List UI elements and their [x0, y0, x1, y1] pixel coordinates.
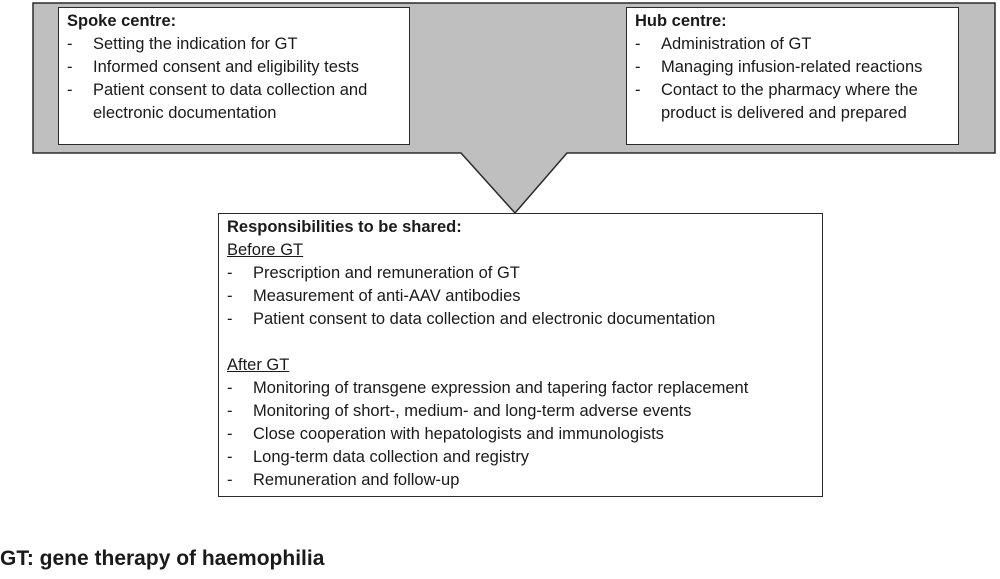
list-item-text: Patient consent to data collection and electronic documentation — [93, 81, 368, 122]
list-item — [227, 423, 814, 446]
list-item-text: Remuneration and follow-up — [253, 471, 460, 489]
list-item-text: Patient consent to data collection and electronic documentation — [253, 310, 716, 328]
list-dash: - — [635, 58, 641, 76]
list-dash: - — [227, 448, 233, 466]
list-item-text: Monitoring of short-, medium- and long-term adverse events — [253, 402, 692, 420]
shared-responsibilities-title: Responsibilities to be shared: — [227, 218, 462, 236]
after-gt-list — [227, 377, 814, 492]
list-item-text: Measurement of anti-AAV antibodies — [253, 287, 521, 305]
list-dash: - — [227, 264, 233, 282]
list-dash: - — [67, 58, 73, 76]
list-item-text: Administration of GT — [661, 35, 812, 53]
list-dash: - — [227, 425, 233, 443]
list-dash: - — [635, 81, 641, 99]
list-item — [227, 262, 814, 285]
list-dash: - — [227, 471, 233, 489]
list-item-text: Close cooperation with hepatologists and immunologists — [253, 425, 664, 443]
list-item — [227, 400, 814, 423]
list-item-text: Prescription and remuneration of GT — [253, 264, 520, 282]
list-dash: - — [227, 310, 233, 328]
spoke-centre-box — [58, 7, 410, 145]
list-dash: - — [67, 35, 73, 53]
list-item-text: Setting the indication for GT — [93, 35, 298, 53]
hub-centre-title: Hub centre: — [635, 12, 727, 30]
spoke-centre-title: Spoke centre: — [67, 12, 177, 30]
list-item — [67, 56, 401, 79]
list-item — [227, 377, 814, 400]
list-dash: - — [227, 287, 233, 305]
list-item — [635, 33, 950, 56]
list-item-text: Monitoring of transgene expression and tapering factor replacement — [253, 379, 749, 397]
list-item — [635, 79, 950, 125]
shared-responsibilities-box — [218, 213, 823, 497]
list-item-text: Long-term data collection and registry — [253, 448, 530, 466]
list-item — [227, 308, 814, 331]
list-item — [635, 56, 950, 79]
list-dash: - — [227, 402, 233, 420]
list-item — [67, 79, 401, 125]
list-item-text: Informed consent and eligibility tests — [93, 58, 359, 76]
before-gt-heading: Before GT — [227, 241, 304, 259]
list-item — [227, 285, 814, 308]
before-gt-list — [227, 262, 814, 331]
list-dash: - — [227, 379, 233, 397]
hub-centre-box — [626, 7, 959, 145]
hub-centre-list — [635, 33, 950, 125]
footnote: GT: gene therapy of haemophilia — [0, 547, 325, 570]
after-gt-heading: After GT — [227, 356, 290, 374]
list-item-text: Contact to the pharmacy where the product is delivered and prepared — [661, 81, 918, 122]
list-item-text: Managing infusion-related reactions — [661, 58, 923, 76]
spoke-centre-list — [67, 33, 401, 125]
section-spacer — [227, 331, 814, 354]
list-dash: - — [67, 81, 73, 99]
list-item — [227, 446, 814, 469]
list-item — [227, 469, 814, 492]
list-dash: - — [635, 35, 641, 53]
list-item — [67, 33, 401, 56]
